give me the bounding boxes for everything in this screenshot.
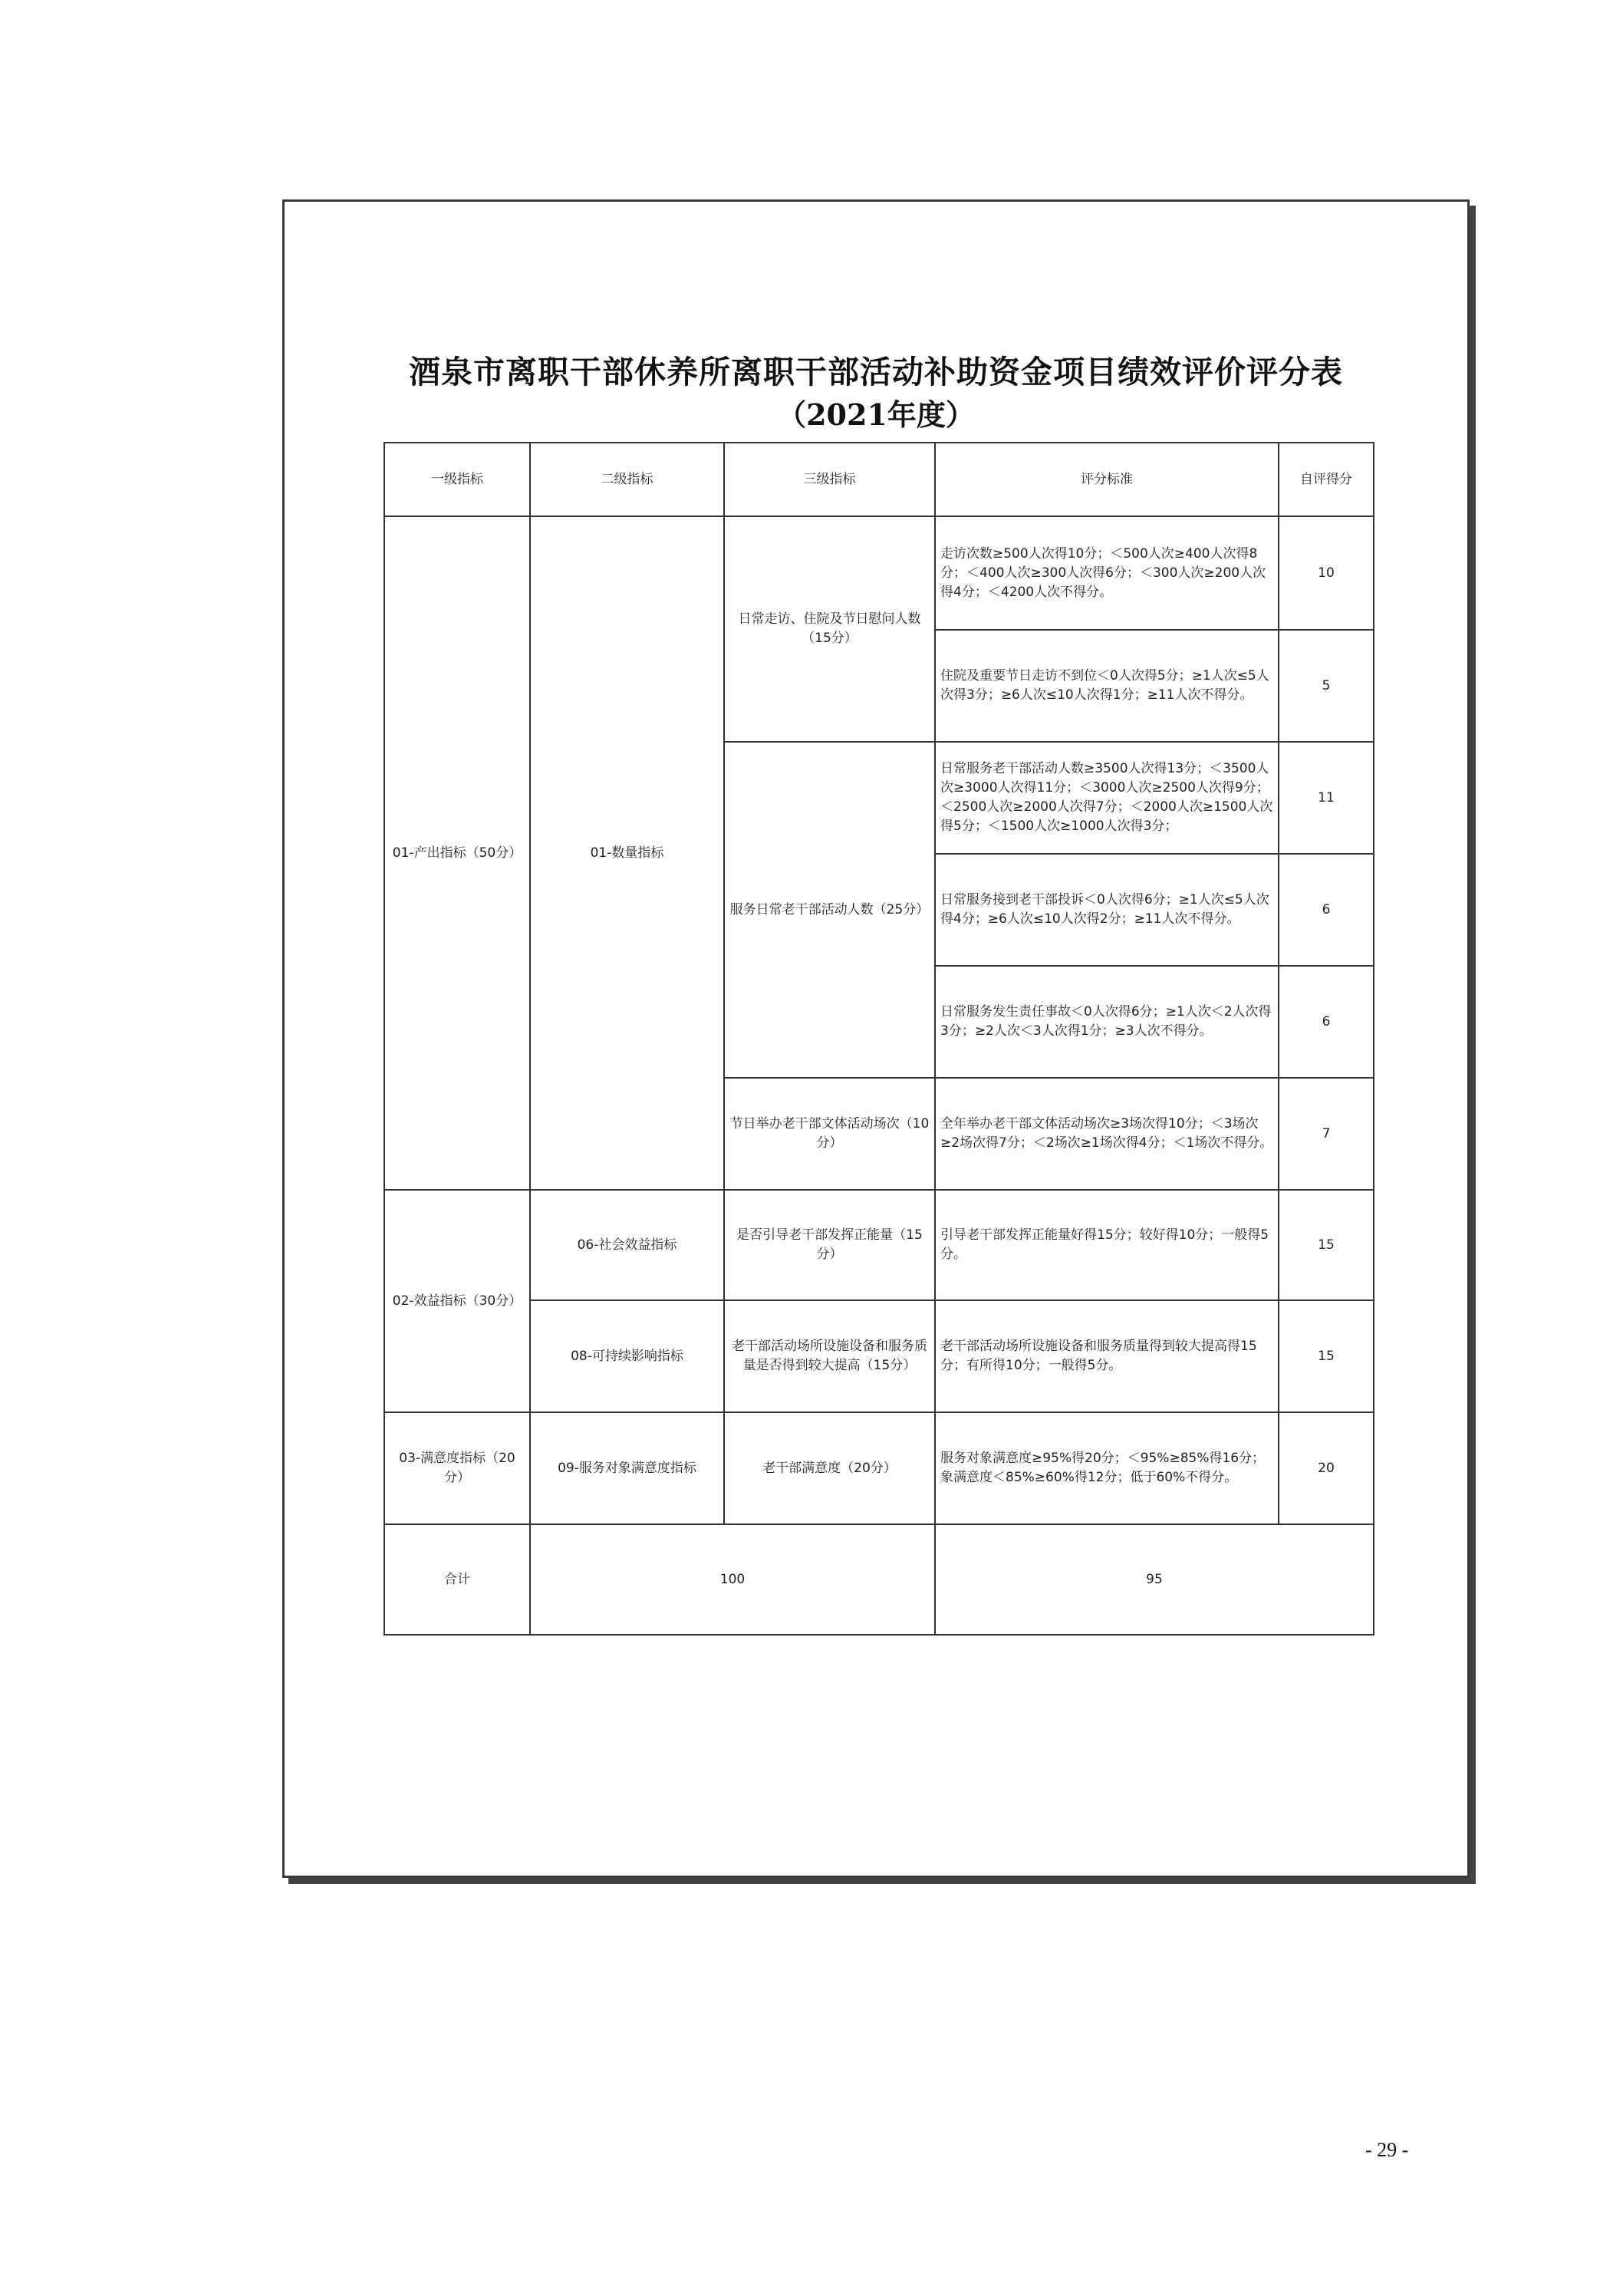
cell-criteria: 全年举办老干部文体活动场次≥3场次得10分；＜3场次≥2场次得7分；＜2场次≥1场次得4分；＜1场次不得分。: [935, 1078, 1279, 1190]
document-subtitle: （2021年度）: [777, 397, 975, 432]
cell-score: 11: [1279, 742, 1374, 854]
cell-score: 6: [1279, 966, 1374, 1078]
document-title: 酒泉市离职干部休养所离职干部活动补助资金项目绩效评价评分表: [409, 354, 1343, 390]
cell-total-full: 100: [530, 1524, 935, 1635]
table-row: [384, 1300, 1374, 1412]
header-level3: 三级指标: [724, 443, 935, 516]
cell-score: 15: [1279, 1190, 1374, 1300]
cell-level2-sustainable: 08-可持续影响指标: [530, 1300, 724, 1412]
table-row: [384, 1190, 1374, 1300]
header-level2: 二级指标: [530, 443, 724, 516]
table-total-row: [384, 1524, 1374, 1635]
table-header-row: [384, 443, 1374, 516]
cell-score: 15: [1279, 1300, 1374, 1412]
cell-level2-quantity: 01-数量指标: [530, 516, 724, 1190]
cell-level1-output: 01-产出指标（50分）: [384, 516, 530, 1190]
cell-level2-social: 06-社会效益指标: [530, 1190, 724, 1300]
cell-level3-visits: 日常走访、住院及节日慰问人数（15分）: [724, 516, 935, 742]
cell-level3-facilities: 老干部活动场所设施设备和服务质量是否得到较大提高（15分）: [724, 1300, 935, 1412]
page-number: - 29 -: [1365, 2139, 1409, 2161]
scoring-table: [384, 442, 1374, 1636]
cell-score: 20: [1279, 1412, 1374, 1524]
cell-level3-events: 节日举办老干部文体活动场次（10分）: [724, 1078, 935, 1190]
cell-score: 7: [1279, 1078, 1374, 1190]
cell-criteria: 服务对象满意度≥95%得20分；＜95%≥85%得16分；象满意度＜85%≥60%得12分；低于60%不得分。: [935, 1412, 1279, 1524]
header-level1: 一级指标: [384, 443, 530, 516]
cell-criteria: 日常服务老干部活动人数≥3500人次得13分；＜3500人次≥3000人次得11分；＜3000人次≥2500人次得9分；＜2500人次≥2000人次得7分；＜2000人次≥1500人次得5分；＜1500人次≥1000人次得3分；: [935, 742, 1279, 854]
cell-level3-activity: 服务日常老干部活动人数（25分）: [724, 742, 935, 1078]
cell-criteria: 住院及重要节日走访不到位＜0人次得5分；≥1人次≤5人次得3分；≥6人次≤10人次得1分；≥11人次不得分。: [935, 630, 1279, 742]
cell-level2-satisfaction: 09-服务对象满意度指标: [530, 1412, 724, 1524]
cell-score: 10: [1279, 516, 1374, 630]
cell-criteria: 引导老干部发挥正能量好得15分；较好得10分；一般得5分。: [935, 1190, 1279, 1300]
cell-level3-energy: 是否引导老干部发挥正能量（15分）: [724, 1190, 935, 1300]
header-self-score: 自评得分: [1279, 443, 1374, 516]
cell-total-label: 合计: [384, 1524, 530, 1635]
cell-score: 6: [1279, 854, 1374, 966]
table-row: [384, 516, 1374, 630]
table-row: [384, 1412, 1374, 1524]
cell-criteria: 日常服务接到老干部投诉＜0人次得6分；≥1人次≤5人次得4分；≥6人次≤10人次得2分；≥11人次不得分。: [935, 854, 1279, 966]
cell-level3-satisfaction: 老干部满意度（20分）: [724, 1412, 935, 1524]
cell-level1-benefit: 02-效益指标（30分）: [384, 1190, 530, 1412]
cell-criteria: 老干部活动场所设施设备和服务质量得到较大提高得15分；有所得10分；一般得5分。: [935, 1300, 1279, 1412]
header-criteria: 评分标准: [935, 443, 1279, 516]
cell-criteria: 走访次数≥500人次得10分；＜500人次≥400人次得8分；＜400人次≥300人次得6分；＜300人次≥200人次得4分；＜4200人次不得分。: [935, 516, 1279, 630]
cell-level1-satisfaction: 03-满意度指标（20分）: [384, 1412, 530, 1524]
cell-criteria: 日常服务发生责任事故＜0人次得6分；≥1人次＜2人次得3分；≥2人次＜3人次得1分；≥3人次不得分。: [935, 966, 1279, 1078]
cell-total-score: 95: [935, 1524, 1374, 1635]
cell-score: 5: [1279, 630, 1374, 742]
